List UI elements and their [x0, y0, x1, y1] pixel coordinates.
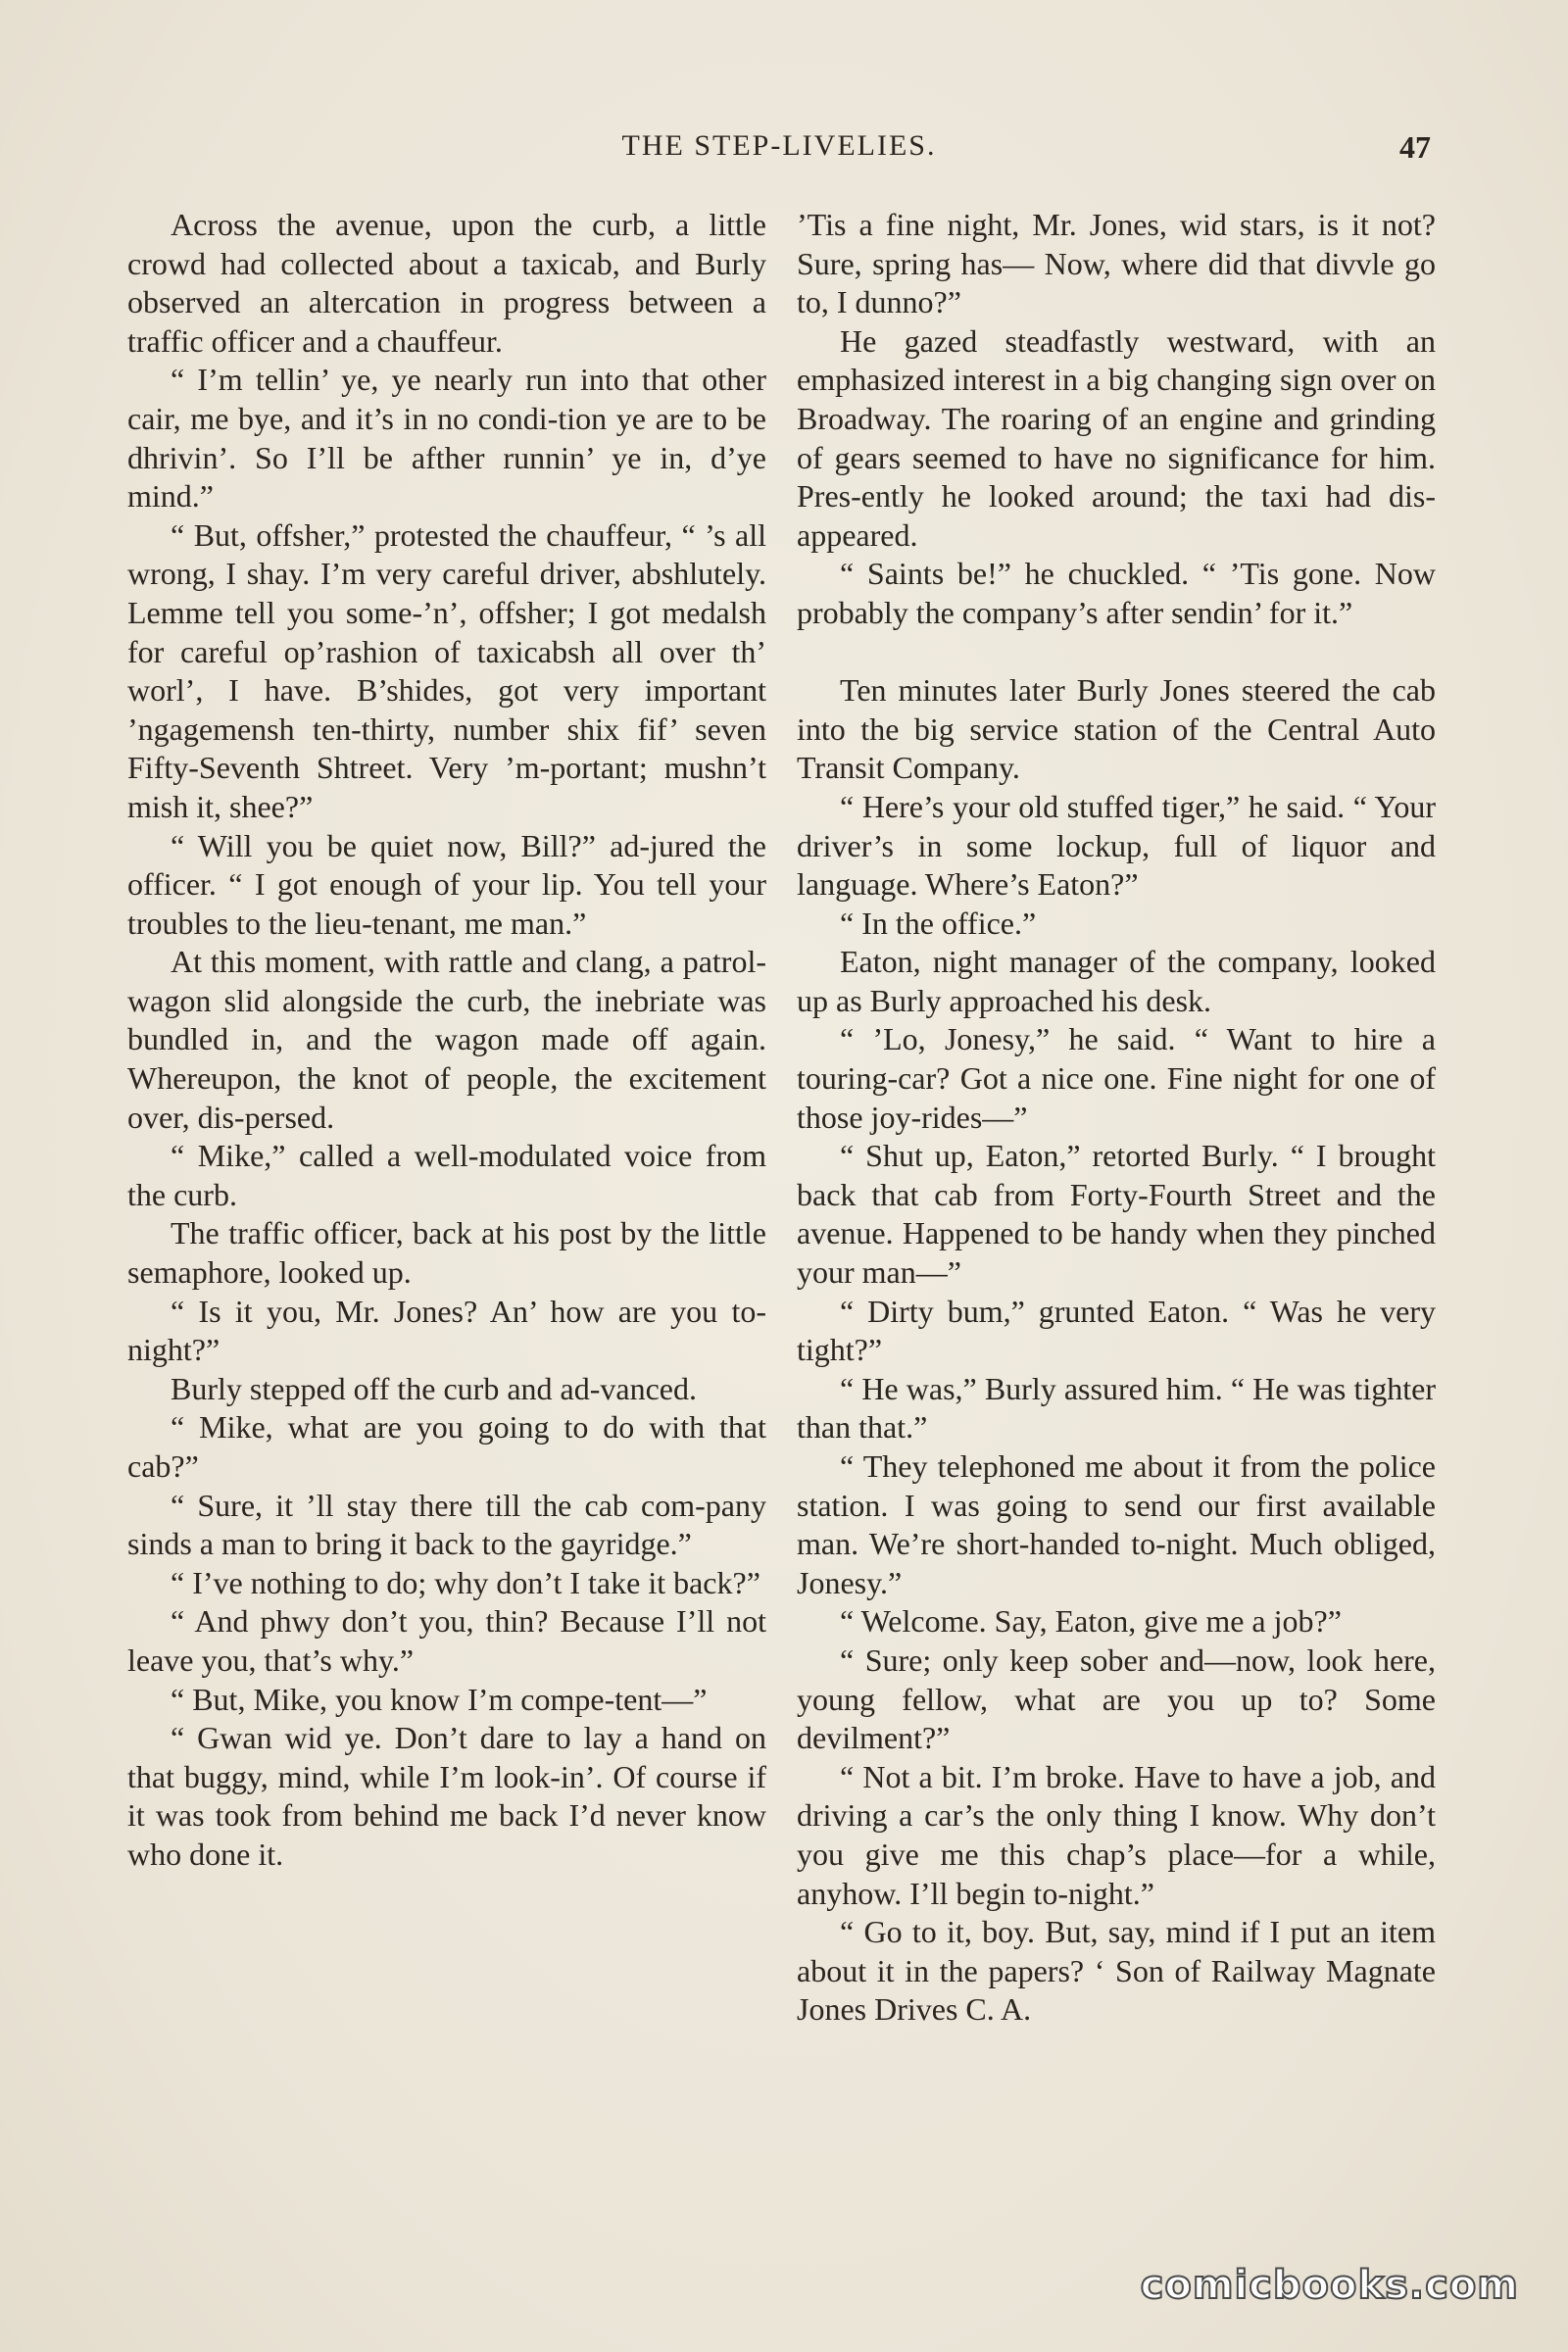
paragraph: “ Saints be!” he chuckled. “ ’Tis gone. Now probably the company’s after sendin’ for it.” — [797, 556, 1436, 630]
paragraph: “ Gwan wid ye. Don’t dare to lay a hand on that buggy, mind, while I’m look-in’. Of course if it was took from behind me back I’d never know who done it. — [127, 1720, 766, 1872]
text-columns — [127, 206, 1436, 2205]
paragraph: “ In the office.” — [840, 905, 1037, 941]
paragraph: Ten minutes later Burly Jones steered the cab into the big service station of the Central Auto Transit Company. — [797, 672, 1436, 786]
paragraph: “ ’Lo, Jonesy,” he said. “ Want to hire a touring-car? Got a nice one. Fine night for one of those joy-rides—” — [797, 1021, 1436, 1135]
paragraph: “ And phwy don’t you, thin? Because I’ll not leave you, that’s why.” — [127, 1603, 766, 1678]
paragraph: “ Mike, what are you going to do with that cab?” — [127, 1409, 766, 1484]
paragraph: “ I’ve nothing to do; why don’t I take it back?” — [171, 1564, 760, 1600]
paragraph: “ Sure; only keep sober and—now, look here, young fellow, what are you up to? Some devilment?” — [797, 1642, 1436, 1756]
paragraph: “ Shut up, Eaton,” retorted Burly. “ I brought back that cab from Forty-Fourth Street and the avenue. Happened to be handy when they pinched your man—” — [797, 1138, 1436, 1291]
page-number: 47 — [1399, 129, 1431, 165]
paragraph: “ He was,” Burly assured him. “ He was tighter than that.” — [797, 1370, 1436, 1446]
paragraph: Burly stepped off the curb and ad-vanced. — [171, 1370, 697, 1406]
page-header — [127, 129, 1431, 178]
running-title: THE STEP-LIVELIES. — [621, 129, 937, 162]
watermark: comicbooks.com — [1140, 2263, 1519, 2308]
paragraph: “ Sure, it ’ll stay there till the cab com-pany sinds a man to bring it back to the gayridge.” — [127, 1487, 766, 1562]
paragraph: “ Dirty bum,” grunted Eaton. “ Was he very tight?” — [797, 1293, 1436, 1368]
right-column — [797, 206, 1436, 2205]
paragraph: “ Mike,” called a well-modulated voice from the curb. — [127, 1138, 766, 1212]
paragraph: “ But, offsher,” protested the chauffeur, “ ’s all wrong, I shay. I’m very careful driver, abshlutely. Lemme tell you some-’n’, offsher; I got medalsh for careful op’rashion of taxicabsh all over th’ worl’, I have. B’shides, got very important ’ngagemensh ten-thirty, number shix fif’ seven Fifty-Seventh Shtreet. Very ’m-portant; mushn’t mish it, shee?” — [127, 516, 766, 824]
paragraph: “ Go to it, boy. But, say, mind if I put an item about it in the papers? ‘ Son of Railway Magnate Jones Drives C. A. — [797, 1914, 1436, 2028]
paragraph: He gazed steadfastly westward, with an emphasized interest in a big changing sign over on Broadway. The roaring of an engine and grinding of gears seemed to have no significance for him. Pres-ently he looked around; the taxi had dis-appeared. — [797, 322, 1436, 553]
left-column — [127, 206, 766, 2205]
paragraph: At this moment, with rattle and clang, a patrol-wagon slid alongside the curb, the inebriate was bundled in, and the wagon made off again. Whereupon, the knot of people, the excitement over, dis-persed. — [127, 944, 766, 1135]
paragraph: “ I’m tellin’ ye, ye nearly run into that other cair, me bye, and it’s in no condi-tion ye are to be dhrivin’. So I’ll be afther runnin’ ye in, d’ye mind.” — [127, 362, 766, 514]
paragraph: “ Here’s your old stuffed tiger,” he said. “ Your driver’s in some lockup, full of liquor and language. Where’s Eaton?” — [797, 788, 1436, 903]
paragraph-continued: ’Tis a fine night, Mr. Jones, wid stars, is it not? Sure, spring has— Now, where did that divvle go to, I dunno?” — [797, 207, 1436, 320]
paragraph: “ They telephoned me about it from the police station. I was going to send our first available man. We’re short-handed to-night. Much obliged, Jonesy.” — [797, 1448, 1436, 1600]
paragraph: “ Welcome. Say, Eaton, give me a job?” — [840, 1603, 1342, 1640]
paragraph: “ Not a bit. I’m broke. Have to have a job, and driving a car’s the only thing I know. Why don’t you give me this chap’s place—for a while, anyhow. I’ll begin to-night.” — [797, 1758, 1436, 1911]
paragraph: The traffic officer, back at his post by the little semaphore, looked up. — [127, 1215, 766, 1291]
paragraph: Eaton, night manager of the company, looked up as Burly approached his desk. — [797, 944, 1436, 1018]
paragraph: “ But, Mike, you know I’m compe-tent—” — [171, 1681, 708, 1717]
paragraph: “ Will you be quiet now, Bill?” ad-jured the officer. “ I got enough of your lip. You tell your troubles to the lieu-tenant, me man.” — [127, 827, 766, 941]
paragraph: Across the avenue, upon the curb, a little crowd had collected about a taxicab, and Burly observed an altercation in progress between a traffic officer and a chauffeur. — [127, 207, 766, 359]
paragraph: “ Is it you, Mr. Jones? An’ how are you to-night?” — [127, 1293, 766, 1368]
